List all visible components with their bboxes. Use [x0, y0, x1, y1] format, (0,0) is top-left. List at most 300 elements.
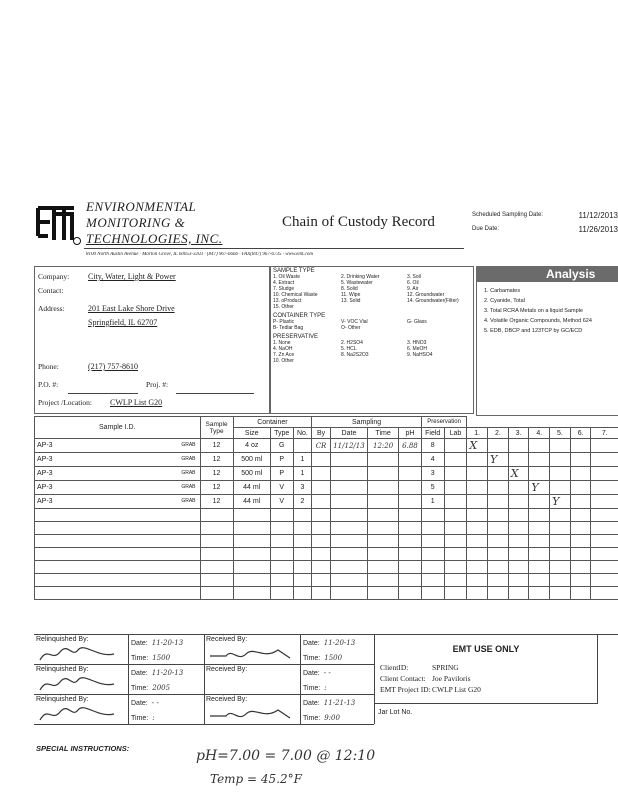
col-by: By [312, 428, 331, 439]
cell-type [200, 574, 233, 587]
sample-type-header: SAMPLE TYPE [273, 268, 315, 274]
date-field[interactable] [131, 636, 183, 651]
address-line-1: 201 East Lake Shore Drive [88, 304, 175, 313]
analysis-cell [488, 439, 509, 453]
received-label: Received By: [206, 666, 248, 673]
date-field[interactable] [131, 696, 159, 711]
col-sampling: Sampling [312, 417, 422, 428]
col-type: Type [270, 428, 293, 439]
table-row [35, 535, 618, 548]
col-lab: Lab [444, 428, 467, 439]
cell-ctype: P [270, 467, 293, 481]
col-field: Field [421, 428, 444, 439]
analysis-cell [488, 467, 509, 481]
contact-label: Contact: [38, 286, 64, 295]
preservative-item: 9. NaHSO4 [407, 352, 433, 358]
analysis-cell [508, 548, 529, 561]
custody-row [34, 634, 374, 665]
cell-size [233, 535, 270, 548]
cell-size [233, 574, 270, 587]
cell-by [312, 509, 331, 522]
address-line: 8100 North Austin Avenue · Morton Grove, IL 60053-3203 · (847) 967-6666 · FAX(847) 967-6735 · www.emt.com [86, 252, 313, 257]
preservative-item: 5. HCL [341, 346, 357, 352]
cell-size: 500 ml [233, 453, 270, 467]
sample-id-cell [35, 561, 201, 574]
analysis-cell [467, 548, 488, 561]
analysis-cell [508, 453, 529, 467]
container-type-item: P- Plastic [273, 319, 295, 325]
custody-row [34, 664, 374, 695]
sample-type-item: 13. Solid [341, 298, 361, 304]
cell-size [233, 587, 270, 600]
analysis-cell [591, 495, 618, 509]
grab-label: GRAB [181, 456, 196, 462]
analysis-cell [467, 439, 488, 453]
cell-field [421, 548, 444, 561]
analysis-mark: X [510, 467, 519, 480]
cell-time [368, 522, 399, 535]
preservative-item: 3. HNO3 [407, 340, 427, 346]
cell-lab [444, 453, 467, 467]
table-row [35, 548, 618, 561]
client-id-label: ClientID: [380, 663, 409, 672]
jar-lot-label: Jar Lot No. [378, 709, 413, 716]
cell-field [421, 587, 444, 600]
cell-time [368, 453, 399, 467]
sample-type-item: 4. Extract [273, 280, 295, 286]
sample-type-item: 14. Groundwater(Filter) [407, 298, 459, 304]
sample-id-cell [35, 574, 201, 587]
phone-value: (217) 757-8610 [88, 362, 138, 371]
cell-date [330, 467, 367, 481]
analysis-cell [591, 453, 618, 467]
container-type-item: O- Other [341, 325, 361, 331]
analysis-cell [550, 481, 571, 495]
date-field[interactable] [131, 666, 183, 681]
col-ph: pH [399, 428, 422, 439]
cell-ph: 6.88 [399, 439, 422, 453]
cell-ph [399, 548, 422, 561]
time-label: Time: [303, 655, 321, 662]
client-contact: Joe Paviloris [432, 674, 471, 683]
sample-id: AP-3 [37, 456, 53, 463]
cell-ctype [270, 587, 293, 600]
cell-by [312, 522, 331, 535]
analysis-item: 3. Total RCRA Metals on a liquid Sample [484, 308, 583, 314]
cell-by: CR [312, 439, 331, 453]
cell-ctype [270, 574, 293, 587]
cell-ph [399, 509, 422, 522]
cell-date [330, 522, 367, 535]
recv-date-field[interactable] [303, 696, 355, 711]
cell-type [200, 535, 233, 548]
cell-lab [444, 535, 467, 548]
cell-field [421, 509, 444, 522]
cell-no: 1 [293, 453, 312, 467]
col-sample-type: Sample Type [200, 417, 233, 439]
sample-id-cell [35, 509, 201, 522]
cell-field [421, 561, 444, 574]
col-no: No. [293, 428, 312, 439]
analysis-item: 4. Volatile Organic Compounds, Method 624 [484, 318, 592, 324]
analysis-cell [467, 481, 488, 495]
cell-no [293, 535, 312, 548]
analysis-cell [529, 574, 550, 587]
received-time: 1500 [324, 654, 343, 662]
cell-field: 5 [421, 481, 444, 495]
cell-no [293, 548, 312, 561]
analysis-cell [467, 467, 488, 481]
analysis-mark: Y [552, 495, 560, 508]
relinquished-label: Relinquished By: [36, 666, 89, 673]
analysis-cell [529, 509, 550, 522]
analysis-cell [550, 548, 571, 561]
sample-id-cell [35, 439, 201, 453]
sample-id-cell [35, 587, 201, 600]
cell-no [293, 587, 312, 600]
analysis-cell [467, 509, 488, 522]
cell-size [233, 561, 270, 574]
received-time: 9:00 [324, 714, 340, 722]
analysis-cell [488, 481, 509, 495]
proj-label: Proj. #: [146, 380, 169, 389]
col-analysis-3: 3. [508, 428, 529, 439]
sample-type-item: 2. Drinking Water [341, 274, 380, 280]
preservative-item: 1. None [273, 340, 291, 346]
analysis-cell [529, 522, 550, 535]
address-line-2: Springfield, IL 62707 [88, 318, 158, 327]
preservative-item: 7. Zn Ace [273, 352, 295, 358]
client-id: SPRING [432, 663, 459, 672]
cell-ctype: G [270, 439, 293, 453]
page-title: Chain of Custody Record [282, 214, 435, 230]
logo-line-2: MONITORING & [86, 215, 186, 230]
cell-field [421, 522, 444, 535]
cell-date [330, 574, 367, 587]
analysis-cell [591, 535, 618, 548]
signature [208, 644, 294, 666]
table-row [35, 587, 618, 600]
cell-size: 500 ml [233, 467, 270, 481]
analysis-cell [508, 535, 529, 548]
relinquished-label: Relinquished By: [36, 696, 89, 703]
cell-time [368, 548, 399, 561]
cell-size [233, 548, 270, 561]
analysis-cell [529, 467, 550, 481]
cell-field [421, 535, 444, 548]
analysis-cell [570, 535, 591, 548]
cell-no: 2 [293, 495, 312, 509]
sample-id-cell [35, 495, 201, 509]
cell-by [312, 535, 331, 548]
date-label: Date: [303, 640, 320, 647]
cell-no [293, 509, 312, 522]
sample-type-item: 11. Wipe [341, 292, 361, 298]
cell-ctype [270, 548, 293, 561]
table-row [35, 495, 618, 509]
logo-line-1: ENVIRONMENTAL [86, 199, 197, 214]
preservative-item: 4. NaOH [273, 346, 293, 352]
due-date-label: Due Date: [472, 226, 500, 232]
cell-size: 44 ml [233, 495, 270, 509]
cell-type: 12 [200, 467, 233, 481]
cell-no [293, 561, 312, 574]
cell-field: 3 [421, 467, 444, 481]
cell-no [293, 439, 312, 453]
cell-by [312, 495, 331, 509]
analysis-cell [488, 548, 509, 561]
cell-no [293, 574, 312, 587]
sample-type-item: 3. Soil [407, 274, 421, 280]
col-time: Time [368, 428, 399, 439]
date-label: Date: [303, 670, 320, 677]
sample-type-item: 5. Wastewater [341, 280, 373, 286]
sample-id: AP-3 [37, 470, 53, 477]
cell-type: 12 [200, 439, 233, 453]
sample-id-cell [35, 467, 201, 481]
relinquished-date: - - [151, 699, 159, 707]
sample-id: AP-3 [37, 442, 53, 449]
col-preservation: Preservation [421, 417, 467, 428]
cell-by [312, 467, 331, 481]
analysis-header: Analysis [546, 267, 596, 281]
cell-ph [399, 522, 422, 535]
recv-time-field[interactable] [303, 711, 355, 726]
company-value: City, Water, Light & Power [88, 272, 176, 281]
relinquished-time: 2005 [152, 684, 171, 692]
analysis-cell [529, 548, 550, 561]
cell-ph [399, 495, 422, 509]
cell-lab [444, 548, 467, 561]
cell-ph [399, 561, 422, 574]
cell-time [368, 535, 399, 548]
analysis-cell [488, 495, 509, 509]
cell-type [200, 561, 233, 574]
cell-by [312, 561, 331, 574]
sample-type-item: 13. oProduct [273, 298, 302, 304]
sampling-date-label: Scheduled Sampling Date: [472, 212, 544, 218]
sample-type-item: 1. Oil Waste [273, 274, 301, 280]
table-row [35, 574, 618, 587]
analysis-mark: X [469, 439, 478, 452]
project-value: CWLP List G20 [110, 398, 163, 407]
analysis-cell [467, 495, 488, 509]
cell-lab [444, 522, 467, 535]
sample-id: AP-3 [37, 498, 53, 505]
col-analysis-5: 5. [550, 428, 571, 439]
analysis-cell [467, 535, 488, 548]
cell-date: 11/12/13 [330, 439, 367, 453]
sample-type-item: 15. Other [273, 304, 294, 310]
sample-type-item: 9. Air [407, 286, 419, 292]
po-label: P.O. #: [38, 380, 59, 389]
analysis-cell [570, 509, 591, 522]
due-date: 11/26/2013 [578, 225, 618, 234]
cell-no [293, 522, 312, 535]
analysis-cell [488, 535, 509, 548]
col-container: Container [233, 417, 312, 428]
recv-date-field[interactable] [303, 666, 331, 681]
analysis-cell [529, 481, 550, 495]
cell-lab [444, 587, 467, 600]
analysis-cell [570, 561, 591, 574]
col-size: Size [233, 428, 270, 439]
container-type-header: CONTAINER TYPE [273, 313, 326, 319]
analysis-cell [570, 495, 591, 509]
address-label: Address: [38, 304, 65, 313]
date-label: Date: [131, 670, 148, 677]
sample-id-cell [35, 481, 201, 495]
cell-size: 44 ml [233, 481, 270, 495]
time-label: Time: [131, 655, 149, 662]
analysis-cell [570, 453, 591, 467]
sample-id-cell [35, 535, 201, 548]
recv-date-field[interactable] [303, 636, 355, 651]
analysis-cell [467, 453, 488, 467]
analysis-cell [508, 481, 529, 495]
analysis-cell [508, 561, 529, 574]
cell-by [312, 481, 331, 495]
sample-type-item: 7. Sludge [273, 286, 295, 292]
analysis-cell [550, 467, 571, 481]
cell-type: 12 [200, 495, 233, 509]
analysis-mark: Y [531, 481, 539, 494]
custody-row [34, 694, 374, 725]
analysis-cell [550, 561, 571, 574]
cell-type [200, 522, 233, 535]
cell-time [368, 587, 399, 600]
cell-by [312, 587, 331, 600]
table-row [35, 467, 618, 481]
sample-type-item: 12. Groundwater [407, 292, 445, 298]
sample-type-item: 10. Chemical Waste [273, 292, 318, 298]
special-note-2: Temp = 45.2°F [210, 772, 302, 786]
cell-ctype [270, 509, 293, 522]
cell-type [200, 509, 233, 522]
analysis-cell [550, 495, 571, 509]
cell-date [330, 509, 367, 522]
analysis-cell [591, 561, 618, 574]
emt-header: EMT USE ONLY [452, 644, 520, 654]
analysis-cell [488, 561, 509, 574]
col-sample-id: Sample I.D. [35, 417, 201, 439]
special-note-1: pH=7.00 = 7.00 @ 12:10 [196, 748, 376, 764]
table-row [35, 561, 618, 574]
container-type-item: V- VOC Vial [341, 319, 368, 325]
time-label: Time: [303, 715, 321, 722]
received-date: 11-20-13 [323, 639, 356, 647]
cell-type: 12 [200, 481, 233, 495]
received-date: 11-21-13 [323, 699, 356, 707]
analysis-cell [488, 587, 509, 600]
relinquished-time: 1500 [152, 654, 171, 662]
analysis-cell [467, 561, 488, 574]
analysis-mark: Y [490, 453, 498, 466]
cell-ph [399, 467, 422, 481]
company-label: Company: [38, 272, 70, 281]
analysis-cell [508, 439, 529, 453]
analysis-cell [508, 574, 529, 587]
grab-label: GRAB [181, 442, 196, 448]
grab-label: GRAB [181, 470, 196, 476]
cell-ctype: P [270, 453, 293, 467]
relinquished-date: 11-20-13 [151, 669, 184, 677]
analysis-cell [570, 574, 591, 587]
container-type-item: G- Glass [407, 319, 427, 325]
cell-lab [444, 561, 467, 574]
cell-ctype [270, 535, 293, 548]
grab-label: GRAB [181, 498, 196, 504]
sample-id: AP-3 [37, 484, 53, 491]
cell-lab [444, 467, 467, 481]
cell-time: 12:20 [368, 439, 399, 453]
signature [38, 644, 118, 666]
cell-ctype [270, 522, 293, 535]
cell-field: 8 [421, 439, 444, 453]
sample-type-item: 6. Oil [407, 280, 419, 286]
cell-date [330, 481, 367, 495]
container-type-item: B- Tedlar Bag [273, 325, 304, 331]
analysis-cell [508, 467, 529, 481]
cell-ph [399, 535, 422, 548]
cell-ph [399, 574, 422, 587]
analysis-cell [467, 522, 488, 535]
col-analysis-6: 6. [570, 428, 591, 439]
cell-date [330, 548, 367, 561]
preservative-item: 8. Na2S2O3 [341, 352, 369, 358]
cell-ph [399, 453, 422, 467]
analysis-cell [529, 561, 550, 574]
analysis-cell [591, 467, 618, 481]
preservative-item: 6. MeOH [407, 346, 428, 352]
analysis-cell [591, 481, 618, 495]
analysis-cell [488, 509, 509, 522]
time-field[interactable] [131, 711, 159, 726]
cell-type [200, 587, 233, 600]
col-date: Date [330, 428, 367, 439]
cell-ctype: V [270, 495, 293, 509]
date-label: Date: [131, 640, 148, 647]
sample-id-cell [35, 548, 201, 561]
cell-no: 3 [293, 481, 312, 495]
analysis-cell [550, 453, 571, 467]
analysis-cell [550, 587, 571, 600]
signature [38, 674, 118, 696]
emt-project-label: EMT Project ID: [380, 685, 431, 694]
client-contact-label: Client Contact: [380, 674, 426, 683]
cell-lab [444, 439, 467, 453]
received-label: Received By: [206, 636, 248, 643]
analysis-cell [529, 453, 550, 467]
analysis-cell [550, 574, 571, 587]
date-label: Date: [303, 700, 320, 707]
cell-field: 1 [421, 495, 444, 509]
date-label: Date: [131, 700, 148, 707]
relinquished-time: : [152, 714, 155, 722]
analysis-cell [550, 522, 571, 535]
analysis-cell [591, 548, 618, 561]
cell-type [200, 548, 233, 561]
analysis-cell [570, 439, 591, 453]
cell-ctype: V [270, 481, 293, 495]
sampling-date: 11/12/2013 [578, 211, 618, 220]
analysis-cell [529, 439, 550, 453]
cell-ctype [270, 561, 293, 574]
grab-label: GRAB [181, 484, 196, 490]
cell-size: 4 oz [233, 439, 270, 453]
table-row [35, 481, 618, 495]
preservative-header: PRESERVATIVE [273, 334, 319, 340]
